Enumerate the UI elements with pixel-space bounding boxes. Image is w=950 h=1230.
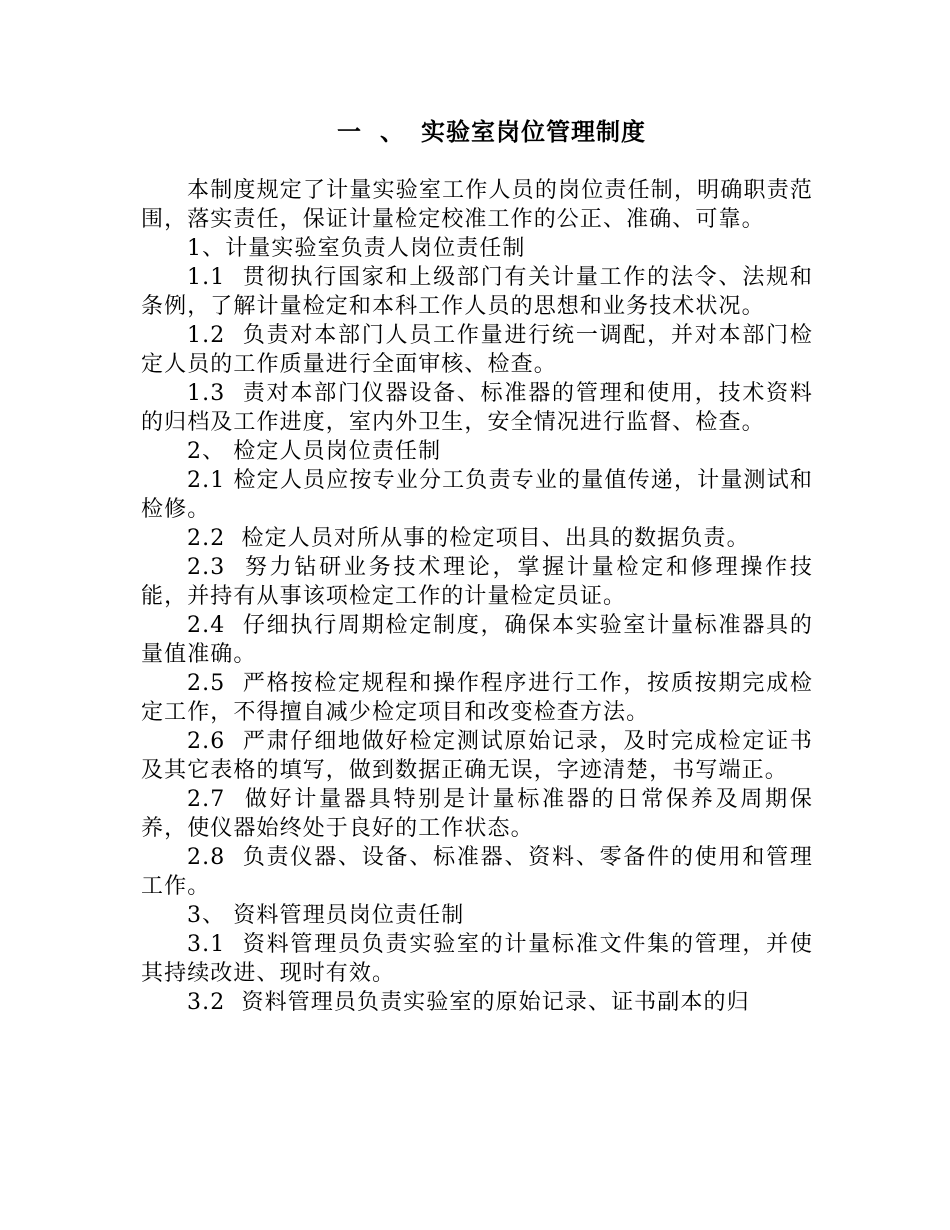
clause-2-2: 2.2 检定人员对所从事的检定项目、出具的数据负责。 (187, 526, 750, 551)
title-number: 一 (337, 117, 362, 146)
clause-1-2: 1.2 负责对本部门人员工作量进行统一调配，并对本部门检定人员的工作质量进行全面审核、检查。 (141, 323, 813, 377)
clause-2-6: 2.6 严肃仔细地做好检定测试原始记录，及时完成检定证书及其它表格的填写，做到数据正确无误，字迹清楚，书写端正。 (141, 729, 813, 783)
clause-2-5: 2.5 严格按检定规程和操作程序进行工作，按质按期完成检定工作，不得擅自减少检定项目和改变检查方法。 (141, 671, 813, 725)
section-heading-1: 1、计量实验室负责人岗位责任制 (187, 236, 526, 261)
clause-2-8: 2.8 负责仪器、设备、标准器、资料、零备件的使用和管理工作。 (141, 845, 813, 899)
title-separator: 、 (380, 117, 405, 146)
clause-1-1: 1.1 贯彻执行国家和上级部门有关计量工作的法令、法规和条例，了解计量检定和本科工作人员的思想和业务技术状况。 (141, 265, 813, 319)
clause-3-1: 3.1 资料管理员负责实验室的计量标准文件集的管理，并使其持续改进、现时有效。 (141, 932, 813, 986)
clause-2-4: 2.4 仔细执行周期检定制度，确保本实验室计量标准器具的量值准确。 (141, 613, 813, 667)
clause-2-7: 2.7 做好计量器具特别是计量标准器的日常保养及周期保养，使仪器始终处于良好的工作状态。 (141, 787, 813, 841)
clause-3-2: 3.2 资料管理员负责实验室的原始记录、证书副本的归 (187, 990, 750, 1015)
clause-1-3: 1.3 责对本部门仪器设备、标准器的管理和使用，技术资料的归档及工作进度，室内外卫生，安全情况进行监督、检查。 (141, 381, 813, 435)
document-body (141, 176, 813, 1017)
intro-paragraph: 本制度规定了计量实验室工作人员的岗位责任制，明确职责范围，落实责任，保证计量检定校准工作的公正、准确、可靠。 (141, 178, 813, 232)
section-heading-3: 3、 资料管理员岗位责任制 (187, 903, 465, 928)
section-heading-2: 2、 检定人员岗位责任制 (187, 439, 442, 464)
clause-2-3: 2.3 努力钻研业务技术理论，掌握计量检定和修理操作技能，并持有从事该项检定工作的计量检定员证。 (141, 555, 813, 609)
title-text: 实验室岗位管理制度 (421, 117, 646, 146)
document-title (0, 112, 950, 152)
clause-2-1: 2.1 检定人员应按专业分工负责专业的量值传递，计量测试和检修。 (141, 468, 813, 522)
